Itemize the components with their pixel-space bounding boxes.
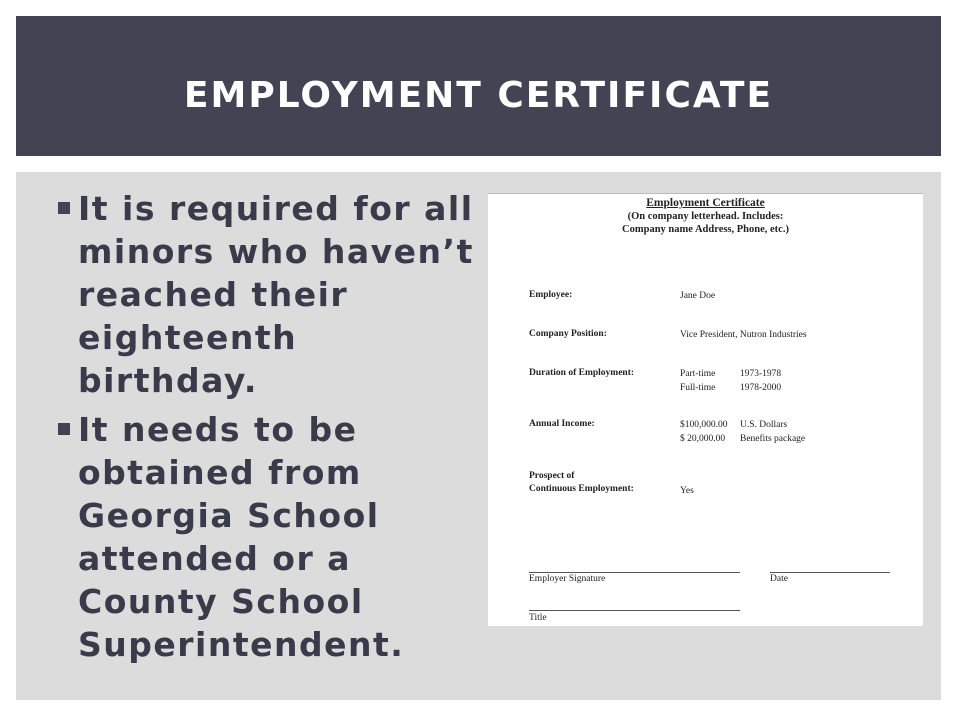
income-amounts [680, 418, 728, 446]
income-desc: Benefits package [740, 434, 806, 444]
duration-years [740, 367, 781, 395]
signature-line [529, 572, 740, 573]
bullet-list [56, 187, 486, 672]
title-line [529, 610, 740, 611]
income-desc: U.S. Dollars [740, 420, 788, 430]
bullet-text: It is required for all minors who haven’t reached their eighteenth birthday. [78, 189, 474, 400]
signature-label: Employer Signature [529, 574, 606, 584]
certificate-title: Employment Certificate [646, 197, 765, 209]
square-bullet-icon [58, 423, 70, 435]
parttime-label: Part-time [680, 369, 716, 379]
income-label: Annual Income: [529, 419, 595, 429]
position-value: Vice President, Nutron Industries [680, 330, 807, 340]
fulltime-label: Full-time [680, 383, 716, 393]
bullet-item [56, 187, 486, 402]
employee-value: Jane Doe [680, 291, 716, 301]
bullet-text: It needs to be obtained from Georgia School attended or a County School Superintendent. [78, 410, 405, 664]
income-descriptions [740, 418, 805, 446]
income-amount: $100,000.00 [680, 420, 728, 430]
duration-type [680, 367, 715, 395]
fulltime-years: 1978-2000 [740, 383, 782, 393]
income-amount: $ 20,000.00 [680, 434, 726, 444]
square-bullet-icon [58, 202, 70, 214]
prospect-label [529, 470, 634, 496]
title-field-label: Title [529, 613, 547, 623]
bullet-item [56, 408, 486, 666]
date-line [770, 572, 890, 573]
employee-label: Employee: [529, 290, 573, 300]
certificate-subtitle: (On company letterhead. Includes: [627, 211, 784, 222]
parttime-years: 1973-1978 [740, 369, 782, 379]
prospect-value: Yes [680, 486, 694, 496]
prospect-label-line: Prospect of [529, 471, 575, 481]
title-band [16, 16, 941, 156]
prospect-label-line: Continuous Employment: [529, 484, 634, 494]
slide-title: EMPLOYMENT CERTIFICATE [183, 74, 774, 116]
position-label: Company Position: [529, 329, 607, 339]
certificate-subtitle: Company name Address, Phone, etc.) [622, 224, 789, 235]
duration-label: Duration of Employment: [529, 368, 635, 378]
certificate-image [488, 193, 923, 626]
date-label: Date [770, 574, 788, 584]
certificate-header [488, 197, 923, 236]
